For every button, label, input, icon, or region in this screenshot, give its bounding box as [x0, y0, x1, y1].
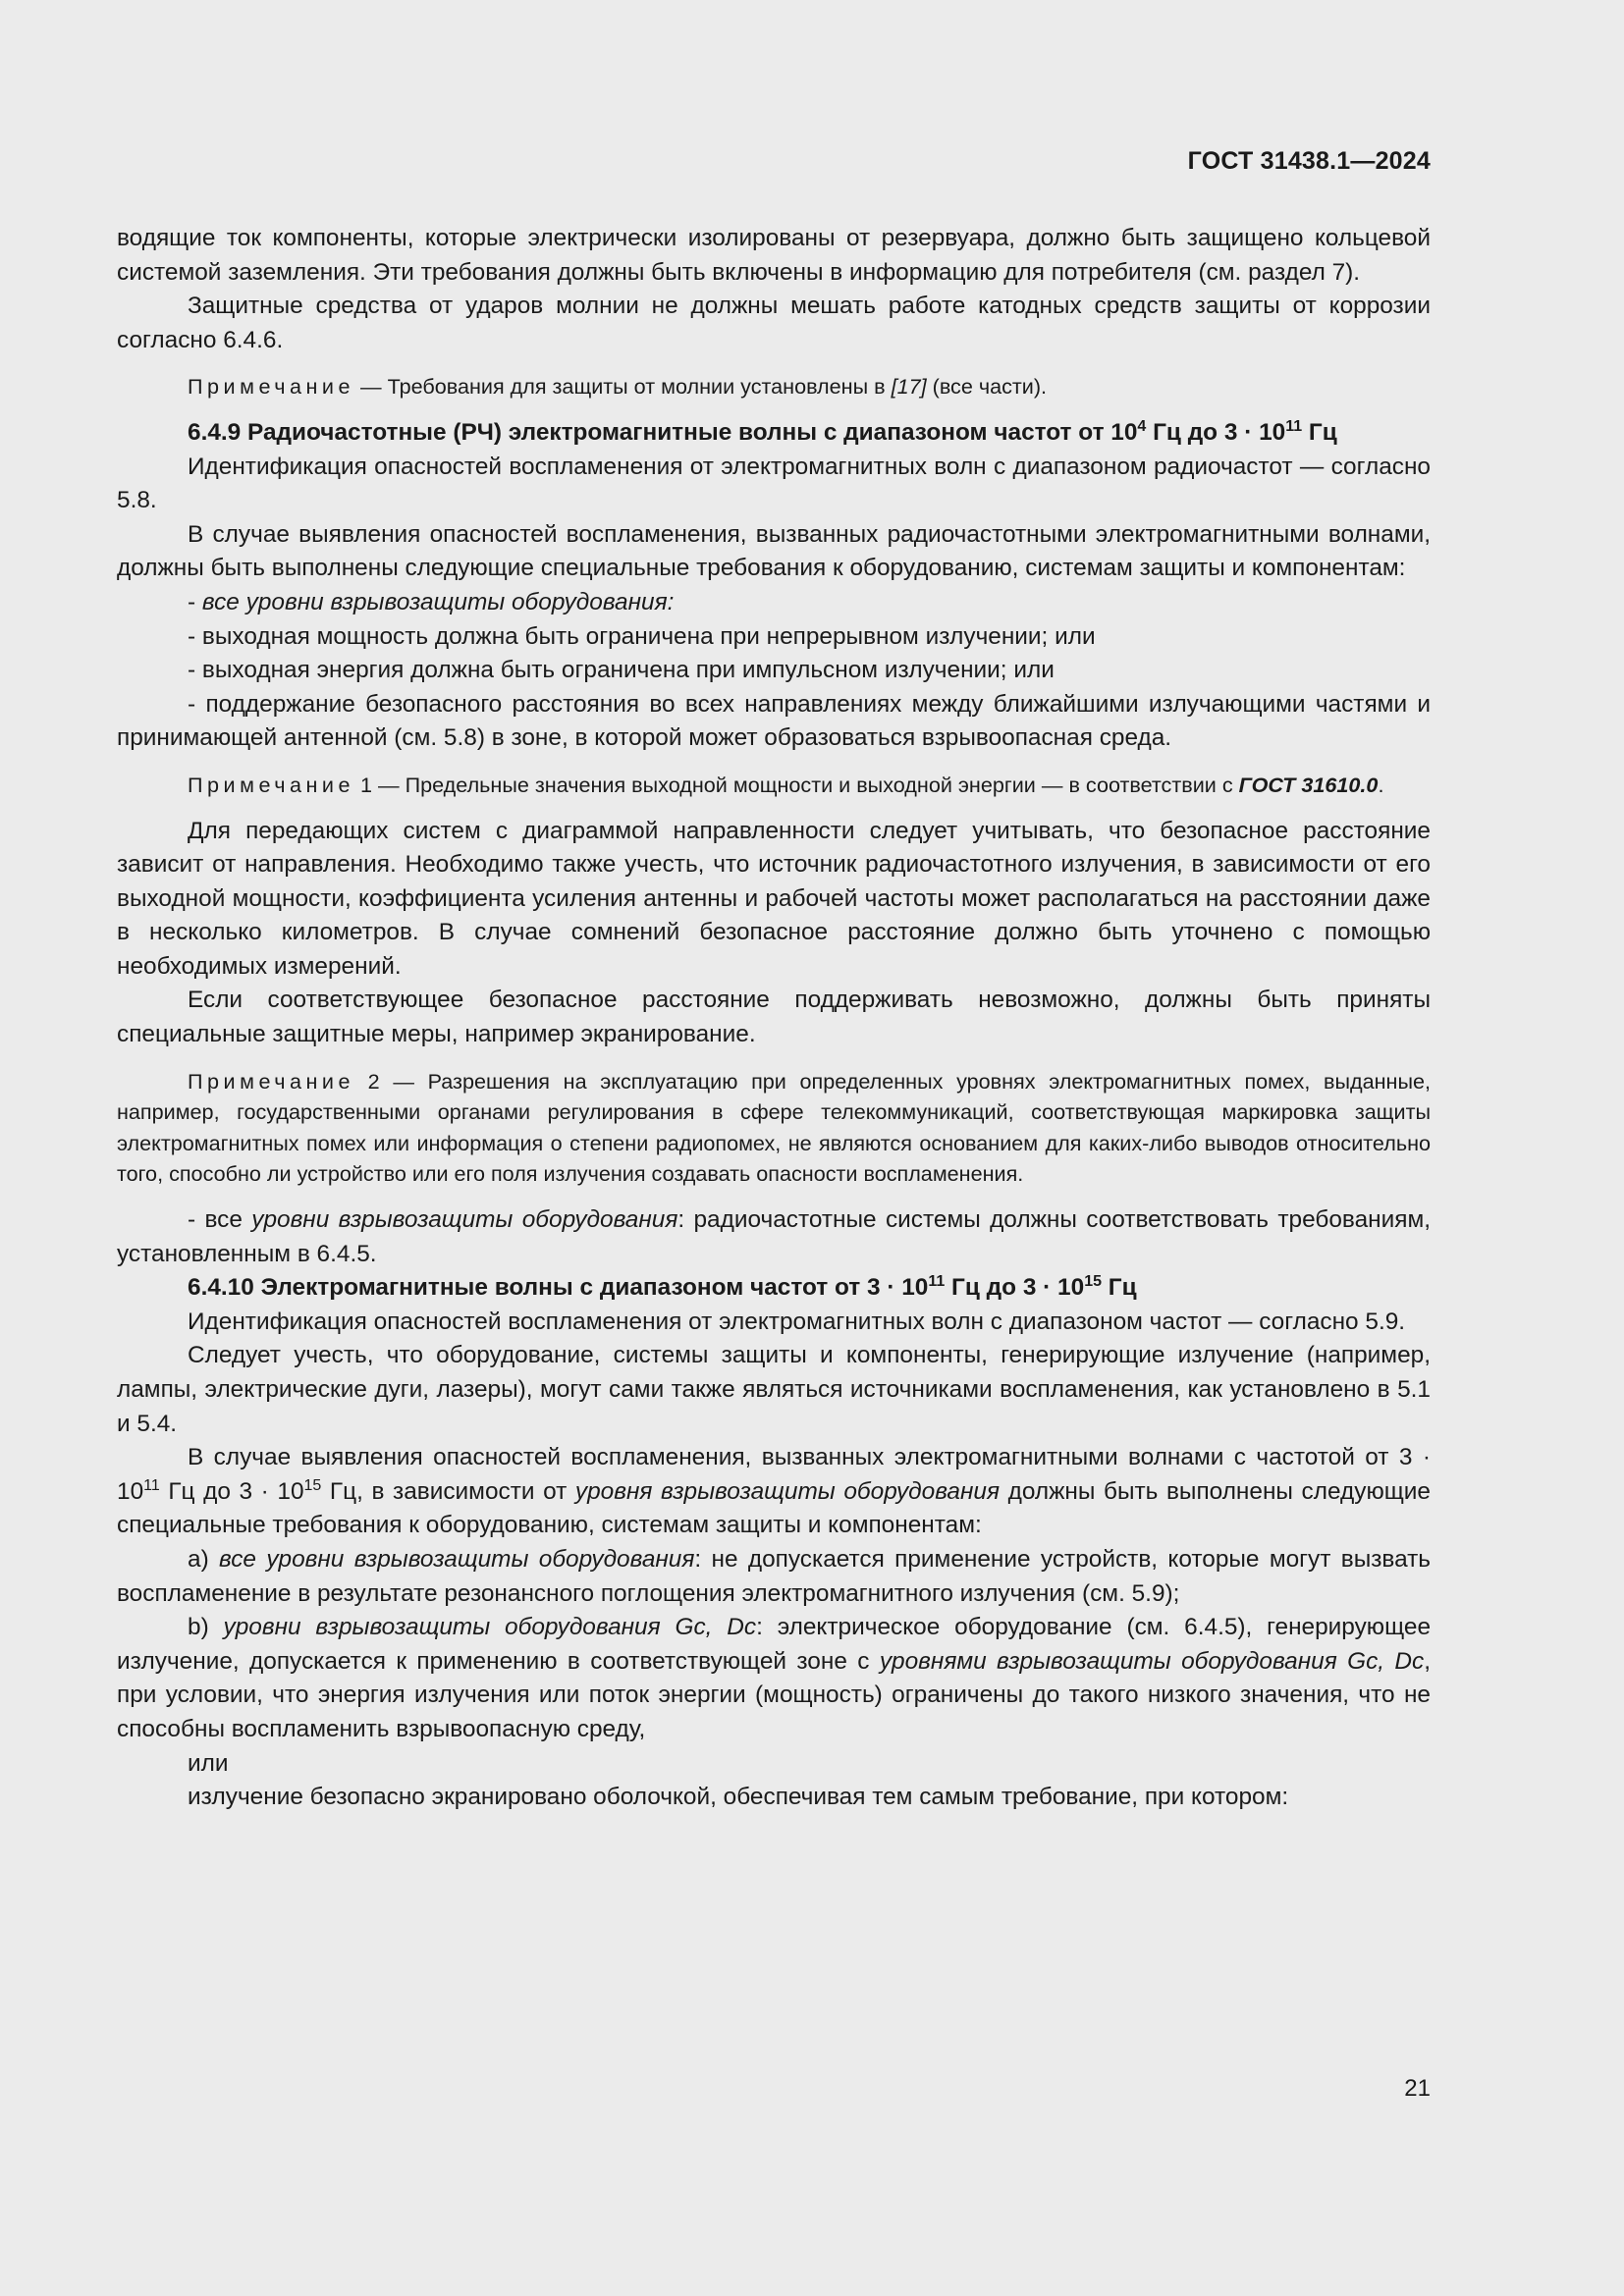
note: Примечание 2 — Разрешения на эксплуатацию при определенных уровнях электромагнитных помех, выданные, например, государственными органами регулирования в сфере телекоммуникаций, соответствующая маркировка защиты электромагнитных помех или информация о степени радиопомех, не являются основанием для каких-либо выводов относительно того, способно ли устройство или его поля излучения создавать опасности воспламенения.	[117, 1068, 1432, 1187]
paragraph: или	[188, 1749, 229, 1777]
list-item: - выходная мощность должна быть ограничена при непрерывном излучении; или	[188, 622, 1096, 650]
paragraph: водящие ток компоненты, которые электрически изолированы от резервуара, должно быть защищено кольцевой системой заземления. Эти требования должны быть включены в информацию для потребителя (см. раздел 7).	[117, 225, 1431, 286]
reference-link[interactable]: ГОСТ 31610.0	[1238, 772, 1379, 797]
list-item: - поддержание безопасного расстояния во всех направлениях между ближайшими излучающими частями и принимающей антенной (см. 5.8) в зоне, в которой может образоваться взрывоопасная среда.	[117, 690, 1432, 752]
paragraph: - все уровни взрывозащиты оборудования: радиочастотные системы должны соответствовать требованиям, установленным в 6.4.5.	[117, 1206, 1432, 1267]
list-item: - все уровни взрывозащиты оборудования:	[188, 588, 675, 615]
paragraph: Идентификация опасностей воспламенения от электромагнитных волн с диапазоном частот — согласно 5.9.	[188, 1308, 1406, 1335]
document-header: ГОСТ 31438.1—2024	[1187, 147, 1431, 175]
paragraph: Для передающих систем с диаграммой направленности следует учитывать, что безопасное расстояние зависит от направления. Необходимо также учесть, что источник радиочастотного излучения, в зависимости от его выходной мощности, коэффициента усиления антенны и рабочей частоты может располагаться на расстоянии даже в несколько километров. В случае сомнений безопасное расстояние должно быть уточнено с помощью необходимых измерений.	[117, 817, 1431, 980]
paragraph: Идентификация опасностей воспламенения от электромагнитных волн с диапазоном радиочастот — согласно 5.8.	[117, 453, 1431, 514]
section-heading-6-4-9: 6.4.9 Радиочастотные (РЧ) электромагнитные волны с диапазоном частот от $10^4$ Гц до $3 \cdot 10^{11}$ Гц	[188, 417, 1337, 446]
page-content	[117, 222, 1431, 1815]
paragraph: Защитные средства от ударов молнии не должны мешать работе катодных средств защиты от коррозии согласно 6.4.6.	[117, 293, 1431, 353]
note-label: Примечание	[188, 1068, 354, 1094]
note: Примечание — Требования для защиты от молнии установлены в [17] (все части).	[188, 374, 1048, 400]
list-item-b: b) уровни взрывозащиты оборудования Gc, Dc: электрическое оборудование (см. 6.4.5), генерирующее излучение, допускается к применению в соответствующей зоне с уровнями взрывозащиты оборудования Gc, Dc, при условии, что энергия излучения или поток энергии (мощность) ограничены до такого низкого значения, что не способны воспламенить взрывоопасную среду,	[117, 1614, 1432, 1742]
list-item-a: а) все уровни взрывозащиты оборудования: не допускается применение устройств, которые могут вызвать воспламенение в результате резонансного поглощения электромагнитного излучения (см. 5.9);	[117, 1545, 1432, 1607]
reference-link[interactable]: [17]	[891, 374, 927, 400]
note-label: Примечание	[188, 374, 354, 400]
list-item: - выходная энергия должна быть ограничена при импульсном излучении; или	[188, 657, 1055, 684]
paragraph: В случае выявления опасностей воспламенения, вызванных электромагнитными волнами с частотой от $3 \cdot 10^{11}$ Гц до $3 \cdot 10^{15}$ Гц, в зависимости от уровня взрывозащиты оборудования должны быть выполнены следующие специальные требования к оборудованию, системам защиты и компонентам:	[117, 1444, 1431, 1539]
note-label: Примечание	[188, 772, 354, 797]
paragraph: Если соответствующее безопасное расстояние поддерживать невозможно, должны быть приняты специальные защитные меры, например экранирование.	[117, 987, 1431, 1048]
page-number: 21	[1404, 2075, 1431, 2102]
paragraph: Следует учесть, что оборудование, системы защиты и компоненты, генерирующие излучение (например, лампы, электрические дуги, лазеры), могут сами также являться источниками воспламенения, как установлено в 5.1 и 5.4.	[117, 1342, 1431, 1437]
note: Примечание 1 — Предельные значения выходной мощности и выходной энергии — в соответствии с ГОСТ 31610.0.	[188, 772, 1384, 797]
paragraph: излучение безопасно экранировано оболочкой, обеспечивая тем самым требование, при котором:	[188, 1784, 1289, 1811]
paragraph: В случае выявления опасностей воспламенения, вызванных радиочастотными электромагнитными волнами, должны быть выполнены следующие специальные требования к оборудованию, системам защиты и компонентам:	[117, 520, 1431, 582]
section-heading-6-4-10: 6.4.10 Электромагнитные волны с диапазоном частот от $3 \cdot 10^{11}$ Гц до $3 \cdot 10^{15}$ Гц	[188, 1273, 1137, 1302]
